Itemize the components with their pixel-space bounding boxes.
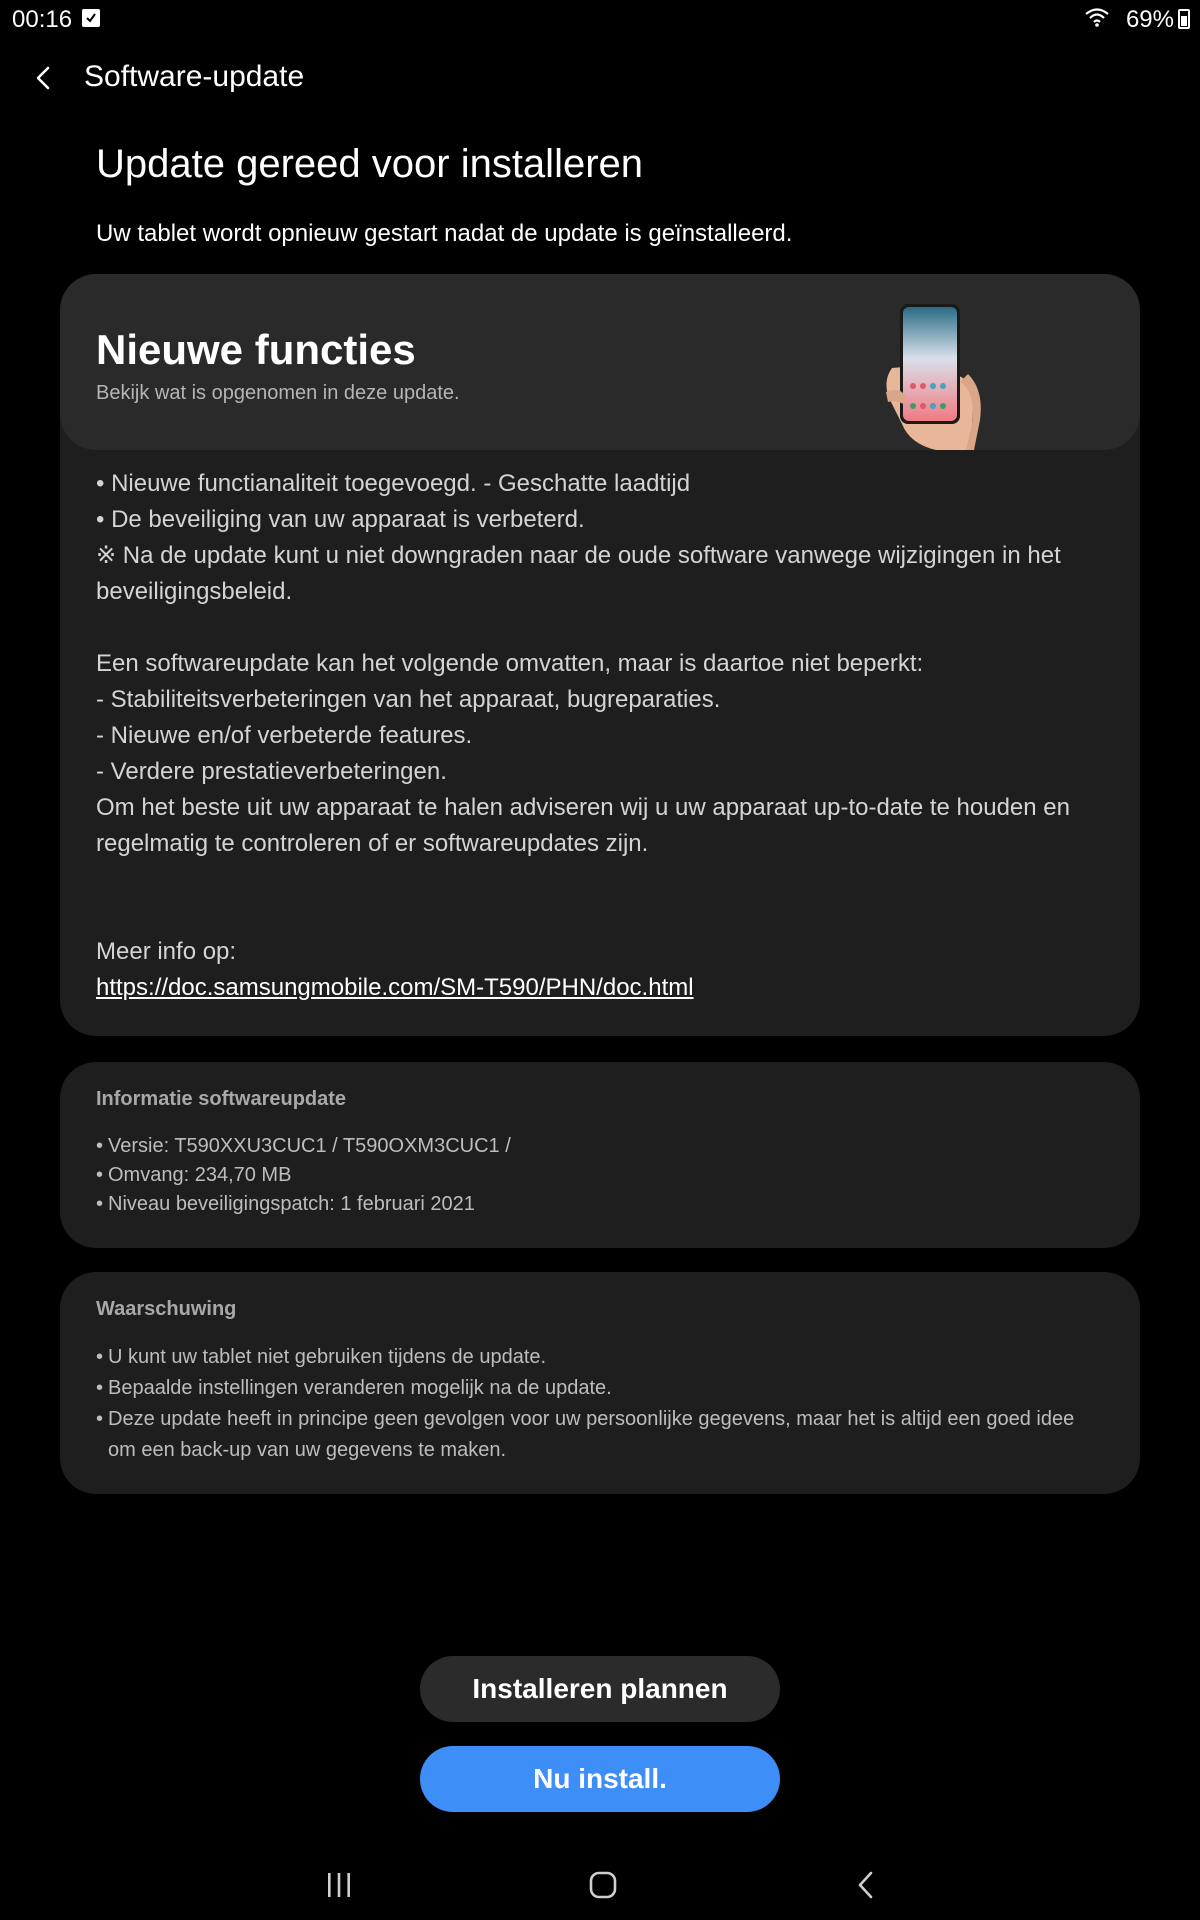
battery-percentage: 69% [1125, 6, 1174, 33]
new-features-card [60, 274, 1140, 1036]
feature-line: • Nieuwe functianaliteit toegevoegd. - Geschatte laadtijd [96, 470, 691, 497]
update-info-list [96, 1132, 1106, 1219]
feature-line: - Stabiliteitsverbeteringen van het apparaat, bugreparaties. [96, 686, 721, 713]
page-title: Update gereed voor installeren [96, 142, 644, 186]
nav-back-icon[interactable] [852, 1870, 882, 1900]
update-info-item: • Niveau beveiligingspatch: 1 februari 2021 [96, 1190, 1106, 1219]
warning-item: • Bepaalde instellingen veranderen mogelijk na de update. [96, 1373, 1106, 1404]
warning-title: Waarschuwing [96, 1298, 237, 1320]
feature-line: - Verdere prestatieverbeteringen. [96, 758, 447, 785]
status-bar [0, 0, 1200, 40]
update-info-card [60, 1062, 1140, 1248]
warning-list [96, 1342, 1106, 1466]
battery-icon [1178, 9, 1190, 29]
features-body [96, 466, 1106, 1006]
phone-in-hand-illustration [880, 304, 1040, 450]
back-arrow-icon [22, 56, 66, 100]
wifi-icon [1084, 6, 1110, 33]
notification-check-icon [82, 9, 100, 27]
page-subtitle: Uw tablet wordt opnieuw gestart nadat de update is geïnstalleerd. [96, 220, 793, 247]
status-time: 00:16 [12, 6, 73, 33]
install-now-button[interactable]: Nu install. [420, 1746, 780, 1812]
schedule-install-button[interactable]: Installeren plannen [420, 1656, 780, 1722]
feature-line: Een softwareupdate kan het volgende omvatten, maar is daartoe niet beperkt: [96, 650, 924, 677]
update-info-title: Informatie softwareupdate [96, 1088, 347, 1110]
navigation-bar [0, 1850, 1200, 1920]
features-header [60, 274, 1140, 450]
warning-card [60, 1272, 1140, 1494]
app-bar-title: Software-update [84, 60, 305, 93]
update-info-item: • Omvang: 234,70 MB [96, 1161, 1106, 1190]
feature-line: • De beveiliging van uw apparaat is verbeterd. [96, 506, 585, 533]
feature-line: - Nieuwe en/of verbeterde features. [96, 722, 473, 749]
update-info-item: • Versie: T590XXU3CUC1 / T590OXM3CUC1 / [96, 1132, 1106, 1161]
feature-line: ※ Na de update kunt u niet downgraden naar de oude software vanwege wijzigingen in het beveiligingsbeleid. [96, 542, 1061, 605]
more-info-link[interactable]: https://doc.samsungmobile.com/SM-T590/PHN/doc.html [96, 974, 694, 1001]
app-bar [0, 52, 1200, 104]
features-subtitle: Bekijk wat is opgenomen in deze update. [96, 382, 460, 404]
recent-apps-icon[interactable] [324, 1870, 354, 1900]
feature-line: Om het beste uit uw apparaat te halen adviseren wij u uw apparaat up-to-date te houden en regelmatig te controleren of er softwareupdates zijn. [96, 794, 1070, 857]
warning-item: • U kunt uw tablet niet gebruiken tijdens de update. [96, 1342, 1106, 1373]
back-button[interactable] [22, 56, 66, 100]
more-info-label: Meer info op: [96, 938, 237, 965]
warning-item: • Deze update heeft in principe geen gevolgen voor uw persoonlijke gegevens, maar het is altijd een goed idee om een back-up van uw gegevens te maken. [96, 1404, 1106, 1466]
home-icon[interactable] [588, 1870, 618, 1900]
features-title: Nieuwe functies [96, 326, 416, 373]
